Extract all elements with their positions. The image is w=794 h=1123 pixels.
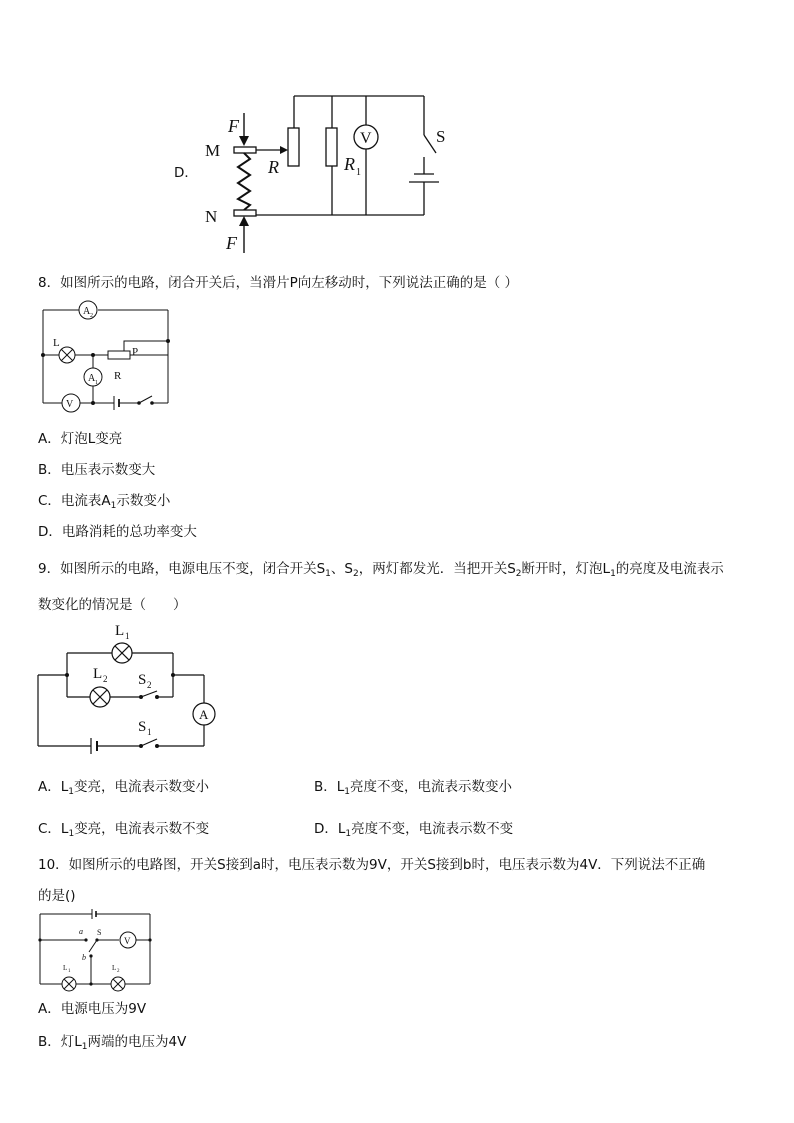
q7-r-label: R xyxy=(268,157,279,177)
q9-option-c-pre: C．L xyxy=(38,821,69,837)
q10-option-b-pre: B．灯L xyxy=(38,1034,82,1050)
q10-stem-line1: 10．如图所示的电路图，开关S接到a时，电压表示数为9V，开关S接到b时，电压表示数为4V．下列说法不正确 xyxy=(38,857,706,873)
q8-option-c-sub: 1 xyxy=(110,501,117,511)
q9-option-d-sub: 1 xyxy=(345,829,352,839)
q9-option-d-post: 亮度不变，电流表示数不变 xyxy=(351,821,514,837)
q9-option-a-pre: A．L xyxy=(38,779,69,795)
q8-voltmeter-label: V xyxy=(66,399,74,410)
q10-option-b xyxy=(38,1030,186,1052)
q9-stem-line2: 数变化的情况是（ ） xyxy=(38,597,187,613)
q9-stem-part: ，两灯都发光．当把开关S xyxy=(358,561,516,577)
q9-option-a-sub: 1 xyxy=(68,787,74,797)
q9-stem-sub: 1 xyxy=(610,569,616,579)
q10-stem-line2: 的是() xyxy=(38,888,76,904)
q10-option-a: A．电源电压为9V xyxy=(38,1001,147,1017)
q8-option-c-post: 示数变小 xyxy=(116,493,171,509)
q8-option-a: A．灯泡L变亮 xyxy=(38,431,123,447)
q9-option-c-sub: 1 xyxy=(68,829,75,839)
q9-option-b-pre: B．L xyxy=(314,779,345,795)
q9-option-b-sub: 1 xyxy=(344,787,351,797)
q8-ammeter-a2-sub: 2 xyxy=(90,313,93,319)
q10-option-b-sub: 1 xyxy=(81,1042,88,1052)
q9-l1-sub: 1 xyxy=(125,631,130,641)
q9-l1-label: L xyxy=(115,623,125,639)
q7-n-label: N xyxy=(205,207,218,226)
q8-ammeter-a1-label: A xyxy=(88,373,96,384)
q10-a-label: a xyxy=(79,927,83,936)
q9-option-a-post: 变亮，电流表示数变小 xyxy=(74,779,209,795)
q9-stem-sub: 1 xyxy=(325,569,331,579)
q9-s1-label: S xyxy=(138,719,147,735)
q8-option-c-text: C．电流表A xyxy=(38,493,111,509)
q8-lamp-label: L xyxy=(53,337,60,349)
q7-m-label: M xyxy=(205,141,221,160)
q10-option-b-post: 两端的电压为4V xyxy=(87,1034,187,1050)
q8-slider-label: P xyxy=(132,346,139,358)
q9-stem-sub: 2 xyxy=(515,569,522,579)
q8-option-d: D．电路消耗的总功率变大 xyxy=(38,524,197,540)
q7-r1-label: R xyxy=(344,154,355,174)
q8-ammeter-a2-label: A xyxy=(83,306,91,317)
q9-option-b-post: 亮度不变，电流表示数变小 xyxy=(350,779,513,795)
q10-b-label: b xyxy=(82,953,86,962)
q9-option-c-post: 变亮，电流表示数不变 xyxy=(74,821,210,837)
q10-l2-label: L xyxy=(112,964,117,972)
q10-voltmeter-label: V xyxy=(124,936,131,946)
q7-switch-label: S xyxy=(436,127,446,146)
q9-stem-part: 的亮度及电流表示 xyxy=(615,561,724,577)
q7-option-d-label: D． xyxy=(174,165,198,181)
q9-s2-label: S xyxy=(138,672,147,688)
q9-l2-label: L xyxy=(93,666,103,682)
q9-stem-part: 、S xyxy=(330,561,353,577)
q9-stem-sub: 2 xyxy=(352,569,359,579)
q9-s1-sub: 1 xyxy=(147,727,152,737)
q7-r1-subscript: 1 xyxy=(356,167,361,178)
q10-l1-label: L xyxy=(63,964,68,972)
q10-s-label: S xyxy=(97,928,102,937)
q7-force-top-label: F xyxy=(228,116,239,136)
q9-stem-part: 断开时，灯泡L xyxy=(521,561,611,577)
q9-l2-sub: 2 xyxy=(103,674,108,684)
q8-rheostat-label: R xyxy=(114,370,122,382)
q8-option-b: B．电压表示数变大 xyxy=(38,462,156,478)
q10-l2-sub: 2 xyxy=(117,969,120,974)
q9-option-d-pre: D．L xyxy=(314,821,346,837)
q10-l1-sub: 1 xyxy=(68,969,71,974)
q8-ammeter-a1-sub: 1 xyxy=(95,380,98,386)
q8-stem: 8．如图所示的电路，闭合开关后，当滑片P向左移动时，下列说法正确的是（ ） xyxy=(38,275,519,291)
q9-stem-part: 9．如图所示的电路，电源电压不变，闭合开关S xyxy=(38,561,326,577)
q7-voltmeter-label: V xyxy=(360,130,372,147)
q9-s2-sub: 2 xyxy=(147,680,152,690)
q9-ammeter-label: A xyxy=(199,707,209,722)
q7-force-bottom-label: F xyxy=(226,233,237,253)
